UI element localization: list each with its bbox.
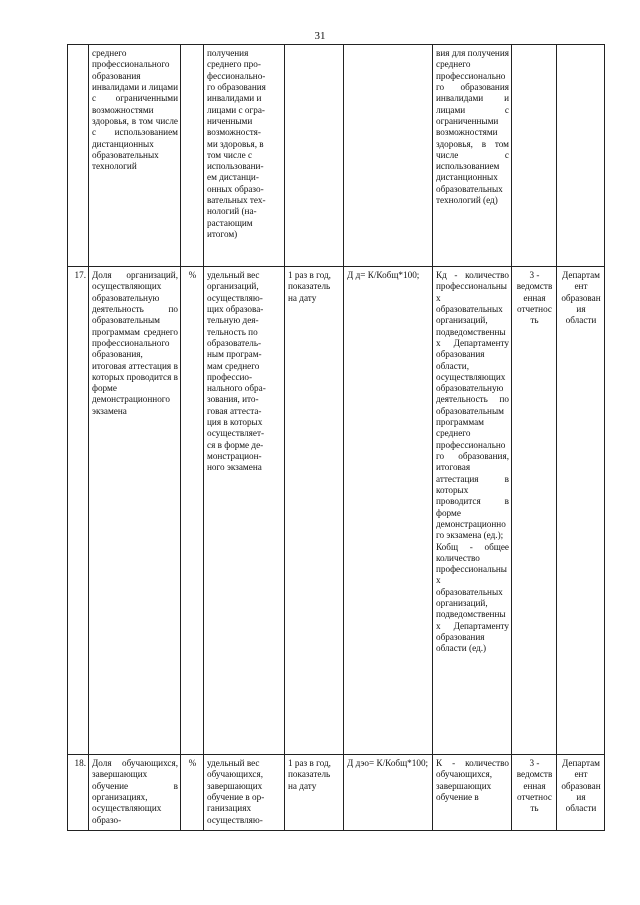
table-cell-definition: удельный вес организаций, осуществляю- щих образова- тельную дея- тельность по образователь- ным програм- мам среднего профессио- нального обра- зования, ито- говая аттеста- ция в которых осуществляет- ся в форме де- монстрацион- ного экзамена [204,267,285,755]
table-row [68,45,605,267]
table-cell-responsible: Департамент образования области [557,267,605,755]
table-cell-indicator: Доля организаций, осуществляющих образовательную деятельность по образовательным программам среднего профессионального образования, итоговая аттестация в которых проводится в форме демонстрационного экзамена [89,267,181,755]
table-cell-responsible: Департамент образования области [557,755,605,831]
table-cell-source: 3 - ведомственная отчетность [512,755,557,831]
table-cell-indicator: Доля обучающихся, завершающих обучение в организациях, осуществляющих образо- [89,755,181,831]
table-row [68,755,605,831]
table-cell-definition: удельный вес обучающихся, завершающих обучение в ор- ганизациях осуществляю- [204,755,285,831]
table-cell-definition: получения среднего про- фессионально- го образования инвалидами и лицами с огра- ниченными возможностя- ми здоровья, в том числе с использовани- ем дистанци- онных образо- вательных тех- нологий (на- растающим итогом) [204,45,285,267]
table-cell-periodicity: 1 раз в год, показатель на дату [285,267,344,755]
table-cell-unit [181,45,204,267]
table-cell-variables: вия для получения среднего профессионального образования инвалидами и лицами с ограниченными возможностями здоровья, в том числе с использованием дистанционных образовательных технологий (ед) [433,45,512,267]
table-cell-variables: Кд - количество профессиональных образовательных организаций, подведомственных Департаменту образования области, осуществляющих образовательную деятельность по образовательным программам среднего профессионального образования, итоговая аттестация в которых проводится в форме демонстрационного экзамена (ед.); Кобщ - общее количество профессиональных образовательных организаций, подведомственных Департаменту образования области (ед.) [433,267,512,755]
table-cell-source [512,45,557,267]
table-cell-unit: % [181,755,204,831]
table-cell-unit: % [181,267,204,755]
table-row [68,267,605,755]
table-cell-variables: К - количество обучающихся, завершающих обучение в [433,755,512,831]
table-cell-periodicity: 1 раз в год, показатель на дату [285,755,344,831]
table-cell-formula [344,45,433,267]
table-cell-source: 3 - ведомственная отчетность [512,267,557,755]
table-cell-indicator: среднего профессионального образования инвалидами и лицами с ограниченными возможностями здоровья, в том числе с использованием дистанционных образовательных технологий [89,45,181,267]
page-number: 31 [314,30,326,42]
table-cell-formula: Д дэо= К/Кобщ*100; [344,755,433,831]
table-cell-number: 18. [68,755,89,831]
table-cell-number [68,45,89,267]
indicators-table [67,44,605,831]
table-cell-periodicity [285,45,344,267]
table-cell-number: 17. [68,267,89,755]
table-cell-responsible [557,45,605,267]
table-cell-formula: Д д= К/Кобщ*100; [344,267,433,755]
